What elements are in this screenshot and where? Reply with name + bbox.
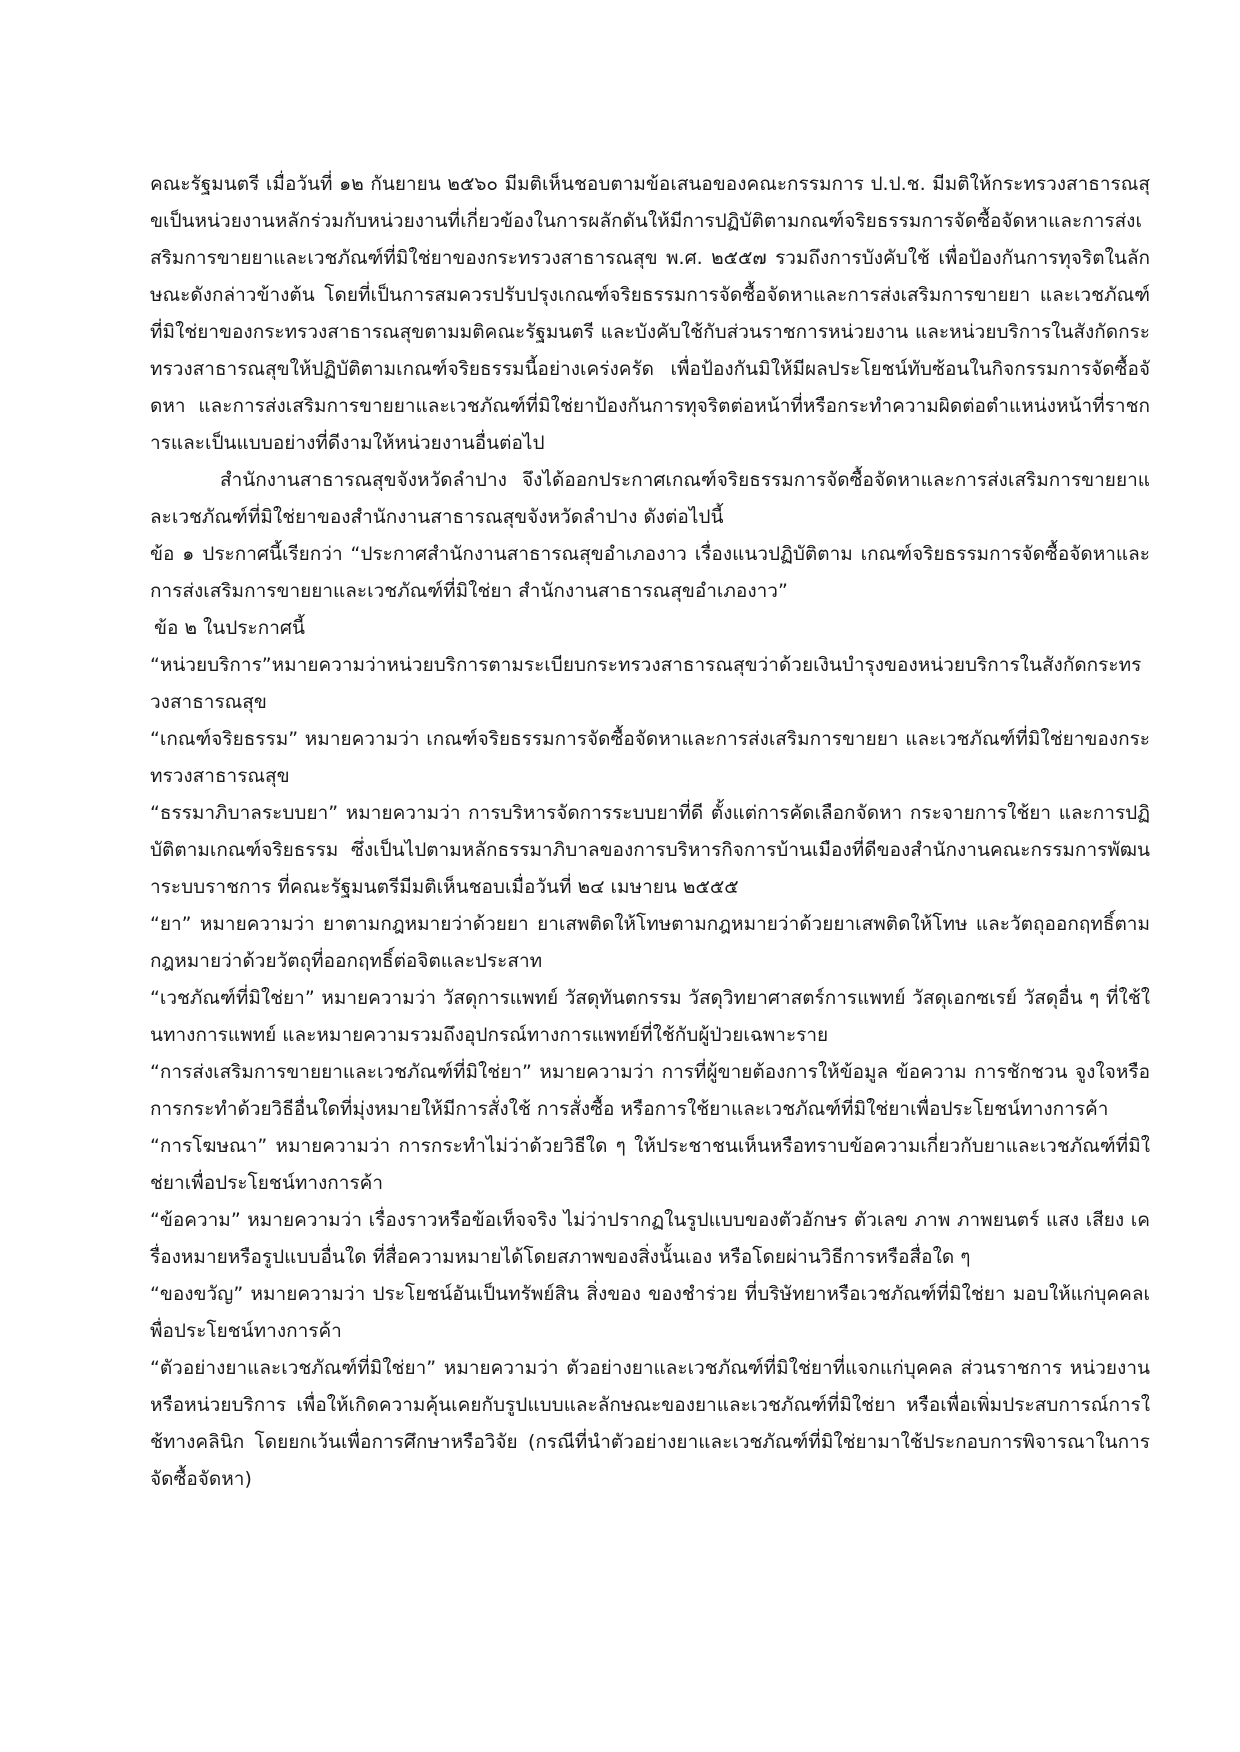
definition-service-unit: “หน่วยบริการ”หมายความว่าหน่วยบริการตามระเบียบกระทรวงสาธารณสุขว่าด้วยเงินบำรุงของหน่วยบริการในสังกัดกระทรวงสาธารณสุข xyxy=(150,654,1142,713)
definition-sales-promotion: “การส่งเสริมการขายยาและเวชภัณฑ์ที่มิใช่ยา” หมายความว่า การที่ผู้ขายต้องการให้ข้อมูล ข้อความ การชักชวน จูงใจหรือการกระทำด้วยวิธีอื่นใดที่มุ่งหมายให้มีการสั่งใช้ การสั่งซื้อ หรือการใช้ยาและเวชภัณฑ์ที่มิใช่ยาเพื่อประโยชน์ทางการค้า xyxy=(150,1061,1150,1120)
definition-samples: “ตัวอย่างยาและเวชภัณฑ์ที่มิใช่ยา” หมายความว่า ตัวอย่างยาและเวชภัณฑ์ที่มิใช่ยาที่แจกแก่บุคคล ส่วนราชการ หน่วยงาน หรือหน่วยบริการ เพื่อให้เกิดความคุ้นเคยกับรูปแบบและลักษณะของยาและเวชภัณฑ์ที่มิใช่ยา หรือเพื่อเพิ่มประสบการณ์การใช้ทางคลินิก โดยยกเว้นเพื่อการศึกษาหรือวิจัย (กรณีที่นำตัวอย่างยาและเวชภัณฑ์ที่มิใช่ยามาใช้ประกอบการพิจารณาในการจัดซื้อจัดหา) xyxy=(150,1357,1150,1490)
definition-non-drug-supplies: “เวชภัณฑ์ที่มิใช่ยา” หมายความว่า วัสดุการแพทย์ วัสดุทันตกรรม วัสดุวิทยาศาสตร์การแพทย์ วัสดุเอกซเรย์ วัสดุอื่น ๆ ที่ใช้ในทางการแพทย์ และหมายความรวมถึงอุปกรณ์ทางการแพทย์ที่ใช้กับผู้ป่วยเฉพาะราย xyxy=(150,987,1150,1046)
intro-paragraph: คณะรัฐมนตรี เมื่อวันที่ ๑๒ กันยายน ๒๕๖๐ มีมติเห็นชอบตามข้อเสนอของคณะกรรมการ ป.ป.ช. มีมติให้กระทรวงสาธารณสุขเป็นหน่วยงานหลักร่วมกับหน่วยงานที่เกี่ยวข้องในการผลักดันให้มีการปฏิบัติตามกณฑ์จริยธรรมการจัดซื้อจัดหาและการส่งเสริมการขายยาและเวชภัณฑ์ที่มิใช่ยาของกระทรวงสาธารณสุข พ.ศ. ๒๕๕๗ รวมถึงการบังคับใช้ เพื่อป้องกันการทุจริตในลักษณะดังกล่าวข้างต้น โดยที่เป็นการสมควรปรับปรุงเกณฑ์จริยธรรมการจัดซื้อจัดหาและการส่งเสริมการขายยา และเวชภัณฑ์ที่มิใช่ยาของกระทรวงสาธารณสุขตามมติคณะรัฐมนตรี และบังคับใช้กับส่วนราชการหน่วยงาน และหน่วยบริการในสังกัดกระทรวงสาธารณสุขให้ปฏิบัติตามเกณฑ์จริยธรรมนี้อย่างเคร่งครัด เพื่อป้องกันมิให้มีผลประโยชน์ทับซ้อนในกิจกรรมการจัดซื้อจัดหา และการส่งเสริมการขายยาและเวชภัณฑ์ที่มิใช่ยาป้องกันการทุจริตต่อหน้าที่หรือกระทำความผิดต่อตำแหน่งหน้าที่ราชการและเป็นแบบอย่างที่ดีงามให้หน่วยงานอื่นต่อไป xyxy=(150,173,1150,454)
clause-1-paragraph: ข้อ ๑ ประกาศนี้เรียกว่า “ประกาศสำนักงานสาธารณสุขอำเภองาว เรื่องแนวปฏิบัติตาม เกณฑ์จริยธรรมการจัดซื้อจัดหาและการส่งเสริมการขายยาและเวชภัณฑ์ที่มิใช่ยา สำนักงานสาธารณสุขอำเภองาว” xyxy=(150,543,1150,602)
definition-drug-governance: “ธรรมาภิบาลระบบยา” หมายความว่า การบริหารจัดการระบบยาที่ดี ตั้งแต่การคัดเลือกจัดหา กระจายการใช้ยา และการปฏิบัติตามเกณฑ์จริยธรรม ซึ่งเป็นไปตามหลักธรรมาภิบาลของการบริหารกิจการบ้านเมืองที่ดีของสำนักงานคณะกรรมการพัฒนาระบบราชการ ที่คณะรัฐมนตรีมีมติเห็นชอบเมื่อวันที่ ๒๔ เมษายน ๒๕๕๕ xyxy=(150,802,1150,898)
definition-message: “ข้อความ” หมายความว่า เรื่องราวหรือข้อเท็จจริง ไม่ว่าปรากฏในรูปแบบของตัวอักษร ตัวเลข ภาพ ภาพยนตร์ แสง เสียง เครื่องหมายหรือรูปแบบอื่นใด ที่สื่อความหมายได้โดยสภาพของสิ่งนั้นเอง หรือโดยผ่านวิธีการหรือสื่อใด ๆ xyxy=(150,1209,1150,1268)
clause-2-heading: ข้อ ๒ ในประกาศนี้ xyxy=(154,617,305,639)
definition-ethics-criteria: “เกณฑ์จริยธรรม” หมายความว่า เกณฑ์จริยธรรมการจัดซื้อจัดหาและการส่งเสริมการขายยา และเวชภัณฑ์ที่มิใช่ยาของกระทรวงสาธารณสุข xyxy=(150,728,1150,787)
definition-advertising: “การโฆษณา” หมายความว่า การกระทำไม่ว่าด้วยวิธีใด ๆ ให้ประชาชนเห็นหรือทราบข้อความเกี่ยวกับยาและเวชภัณฑ์ที่มิใช่ยาเพื่อประโยชน์ทางการค้า xyxy=(150,1135,1150,1194)
definition-drug: “ยา” หมายความว่า ยาตามกฎหมายว่าด้วยยา ยาเสพติดให้โทษตามกฎหมายว่าด้วยยาเสพติดให้โทษ และวัตถุออกฤทธิ์ตามกฎหมายว่าด้วยวัตถุที่ออกฤทธิ์ต่อจิตและประสาท xyxy=(150,913,1150,972)
office-announcement-paragraph: สำนักงานสาธารณสุขจังหวัดลำปาง จึงได้ออกประกาศเกณฑ์จริยธรรมการจัดซื้อจัดหาและการส่งเสริมการขายยาและเวชภัณฑ์ที่มิใช่ยาของสำนักงานสาธารณสุขจังหวัดลำปาง ดังต่อไปนี้ xyxy=(150,469,1150,528)
definition-gift: “ของขวัญ” หมายความว่า ประโยชน์อันเป็นทรัพย์สิน สิ่งของ ของชำร่วย ที่บริษัทยาหรือเวชภัณฑ์ที่มิใช่ยา มอบให้แก่บุคคลเพื่อประโยชน์ทางการค้า xyxy=(150,1283,1150,1342)
document-page xyxy=(150,166,1150,1498)
